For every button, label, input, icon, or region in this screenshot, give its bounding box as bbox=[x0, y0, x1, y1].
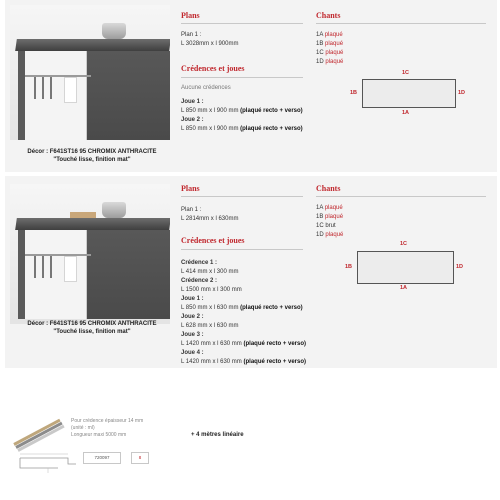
credence-value: L 628 mm x l 630 mm bbox=[181, 323, 239, 329]
chant-item: 1B plaqué bbox=[316, 41, 344, 47]
chants-title: Chants bbox=[316, 11, 341, 20]
panel-outline bbox=[357, 251, 454, 284]
credence-label: Crédence 1 : bbox=[181, 260, 218, 266]
divider bbox=[181, 23, 303, 24]
plan-value: L 3028mm x l 900mm bbox=[181, 41, 239, 47]
decor-finish: "Touché lisse, finition mat" bbox=[53, 157, 131, 163]
chant-item: 1D plaqué bbox=[316, 59, 344, 65]
product-line: Pour crédence épaisseur 14 mm bbox=[71, 418, 144, 424]
edge-label-left: 1B bbox=[345, 264, 353, 270]
edge-diagram bbox=[350, 70, 470, 118]
decor-finish: "Touché lisse, finition mat" bbox=[53, 329, 131, 335]
edge-label-top: 1C bbox=[402, 70, 410, 76]
divider bbox=[181, 77, 303, 78]
order-card-2 bbox=[5, 176, 497, 368]
chant-item: 1B plaqué bbox=[316, 214, 344, 220]
order-card-1 bbox=[5, 0, 497, 172]
credence-label: Joue 2 : bbox=[181, 314, 204, 320]
divider bbox=[316, 23, 486, 24]
credences-title: Crédences et joues bbox=[181, 64, 245, 73]
credence-label: Crédence 2 : bbox=[181, 278, 218, 284]
edge-label-top: 1C bbox=[400, 241, 408, 247]
chant-item: 1C brut bbox=[316, 223, 336, 229]
credence-value: L 1500 mm x l 300 mm bbox=[181, 287, 242, 293]
divider bbox=[181, 196, 303, 197]
chant-item: 1D plaqué bbox=[316, 232, 344, 238]
credences-note: Aucune crédences bbox=[181, 85, 231, 91]
plan-value: L 2814mm x l 630mm bbox=[181, 216, 239, 222]
edge-label-bottom: 1A bbox=[400, 285, 408, 291]
chant-item: 1C plaqué bbox=[316, 50, 344, 56]
edge-trim-product bbox=[0, 400, 500, 500]
product-reference: 720097 bbox=[83, 452, 121, 464]
product-line: Longueur maxi 5000 mm bbox=[71, 432, 127, 438]
edge-label-bottom: 1A bbox=[402, 110, 410, 116]
credence-label: Joue 1 : bbox=[181, 99, 204, 105]
kitchen-photo bbox=[10, 5, 170, 140]
credence-label: Joue 1 : bbox=[181, 296, 204, 302]
profile-drawing bbox=[18, 450, 78, 474]
plan-label: Plan 1 : bbox=[181, 207, 202, 213]
credence-value: L 414 mm x l 300 mm bbox=[181, 269, 239, 275]
plans-title: Plans bbox=[181, 184, 200, 193]
decor-name: Décor : F641ST16 95 CHROMIX ANTHRACITE bbox=[27, 321, 157, 327]
credence-label: Joue 4 : bbox=[181, 350, 204, 356]
plans-title: Plans bbox=[181, 11, 200, 20]
credence-value: L 1420 mm x l 630 mm (plaqué recto + verso) bbox=[181, 359, 307, 365]
quantity-note: + 4 mètres linéaire bbox=[191, 432, 244, 438]
chants-title: Chants bbox=[316, 184, 341, 193]
credences-title: Crédences et joues bbox=[181, 236, 245, 245]
divider bbox=[316, 196, 486, 197]
credence-value: L 850 mm x l 900 mm (plaqué recto + verso) bbox=[181, 108, 303, 114]
edge-label-left: 1B bbox=[350, 90, 358, 96]
credence-value: L 850 mm x l 630 mm (plaqué recto + verso) bbox=[181, 305, 303, 311]
chant-item: 1A plaqué bbox=[316, 205, 343, 211]
edge-label-right: 1D bbox=[458, 90, 466, 96]
product-price: 8 bbox=[131, 452, 149, 464]
panel-outline bbox=[362, 79, 456, 108]
divider bbox=[181, 249, 303, 250]
credence-value: L 850 mm x l 900 mm (plaqué recto + verso) bbox=[181, 126, 303, 132]
edge-strip-image bbox=[12, 417, 60, 447]
credence-label: Joue 2 : bbox=[181, 117, 204, 123]
plan-label: Plan 1 : bbox=[181, 32, 202, 38]
decor-caption bbox=[9, 148, 175, 164]
decor-name: Décor : F641ST16 95 CHROMIX ANTHRACITE bbox=[27, 149, 157, 155]
chant-item: 1A plaqué bbox=[316, 32, 343, 38]
credence-label: Joue 3 : bbox=[181, 332, 204, 338]
product-description bbox=[71, 418, 143, 439]
credence-value: L 1420 mm x l 630 mm (plaqué recto + verso) bbox=[181, 341, 307, 347]
edge-diagram bbox=[345, 241, 470, 293]
kitchen-photo bbox=[10, 184, 170, 324]
decor-caption bbox=[9, 320, 175, 336]
edge-label-right: 1D bbox=[456, 264, 464, 270]
product-line: (unité : ml) bbox=[71, 425, 95, 431]
